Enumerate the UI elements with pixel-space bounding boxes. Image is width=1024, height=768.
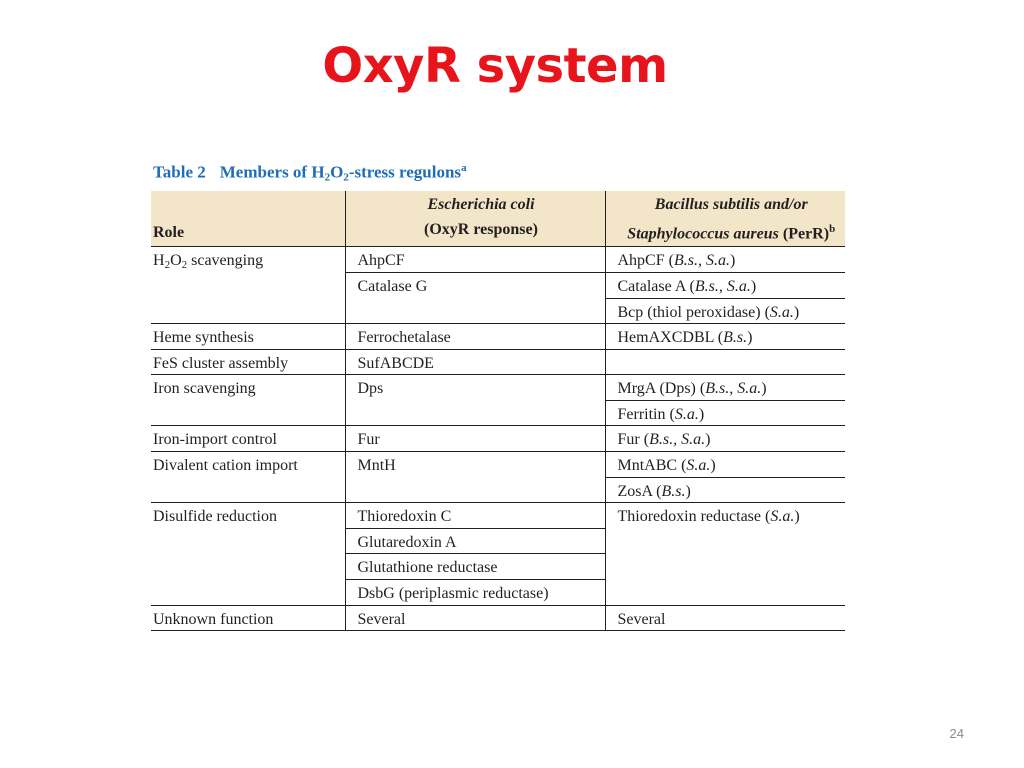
header-bs-sup: b (829, 223, 836, 235)
bs-catalase-a: Catalase A (B.s., S.a.) (605, 272, 845, 298)
header-bs-species: Bacillus subtilis and/or (654, 196, 808, 213)
table-row (151, 426, 845, 452)
bs-ahpcf: AhpCF (B.s., S.a.) (605, 247, 845, 273)
header-sa-species: Staphylococcus aureus (627, 225, 779, 243)
bs-several: Several (605, 605, 845, 631)
table-caption-sub2: 2 (343, 171, 349, 184)
page-number: 24 (949, 726, 964, 741)
table-row (151, 349, 845, 375)
header-bs-sa (605, 191, 845, 247)
ecoli-ahpcf: AhpCF (345, 247, 605, 273)
role-iron-scavenging: Iron scavenging (151, 375, 345, 426)
table-row (151, 452, 845, 478)
bs-mrga: MrgA (Dps) (B.s., S.a.) (605, 375, 845, 401)
bs-zosa: ZosA (B.s.) (605, 477, 845, 503)
ecoli-several: Several (345, 605, 605, 631)
ecoli-mnth: MntH (345, 452, 605, 503)
header-ecoli (345, 191, 605, 247)
table-caption-sub1: 2 (324, 171, 331, 184)
table-caption (153, 162, 467, 184)
role-divalent-cation-import: Divalent cation import (151, 452, 345, 503)
table-caption-suffix: -stress regulons (348, 162, 462, 182)
role-heme-synthesis: Heme synthesis (151, 324, 345, 350)
header-ecoli-species: Escherichia coli (427, 196, 535, 213)
ecoli-fur: Fur (345, 426, 605, 452)
table-header-row (151, 191, 845, 247)
table-caption-prefix: Members of H (219, 162, 325, 182)
role-iron-import-control: Iron-import control (151, 426, 345, 452)
table-row (151, 375, 845, 401)
ecoli-glutathione-reductase: Glutathione reductase (345, 554, 605, 580)
role-h2o2-scavenging: $H_2O_2$ scavenging (151, 247, 345, 324)
table-row (151, 605, 845, 631)
ecoli-dps: Dps (345, 375, 605, 426)
slide-title: OxyR system (322, 38, 668, 94)
bs-bcp: Bcp (thiol peroxidase) (S.a.) (605, 298, 845, 324)
role-disulfide-reduction: Disulfide reduction (151, 503, 345, 605)
ecoli-dsbg: DsbG (periplasmic reductase) (345, 580, 605, 606)
bs-ferritin: Ferritin (S.a.) (605, 400, 845, 426)
header-role: Role (151, 191, 345, 247)
ecoli-glutaredoxin-a: Glutaredoxin A (345, 528, 605, 554)
ecoli-ferrochelatase: Ferrochetalase (345, 324, 605, 350)
table-row (151, 324, 845, 350)
bs-thioredoxin-reductase: Thioredoxin reductase (S.a.) (605, 503, 845, 605)
role-fes-cluster: FeS cluster assembly (151, 349, 345, 375)
bs-mntabc: MntABC (S.a.) (605, 452, 845, 478)
header-perr: (PerR) (778, 225, 830, 243)
regulon-table (151, 191, 845, 631)
role-unknown-function: Unknown function (151, 605, 345, 631)
ecoli-thioredoxin-c: Thioredoxin C (345, 503, 605, 529)
table-caption-number: Table 2 (153, 162, 206, 182)
table-caption-mid: O (330, 162, 344, 182)
ecoli-sufabcde: SufABCDE (345, 349, 605, 375)
table-row (151, 503, 845, 529)
header-ecoli-response: (OxyR response) (424, 221, 538, 238)
table-caption-sup: a (461, 162, 467, 174)
bs-empty-cell (605, 349, 845, 375)
ecoli-catalase-g: Catalase G (345, 272, 605, 323)
bs-hemaxcdbl: HemAXCDBL (B.s.) (605, 324, 845, 350)
bs-fur: Fur (B.s., S.a.) (605, 426, 845, 452)
table-row (151, 247, 845, 273)
